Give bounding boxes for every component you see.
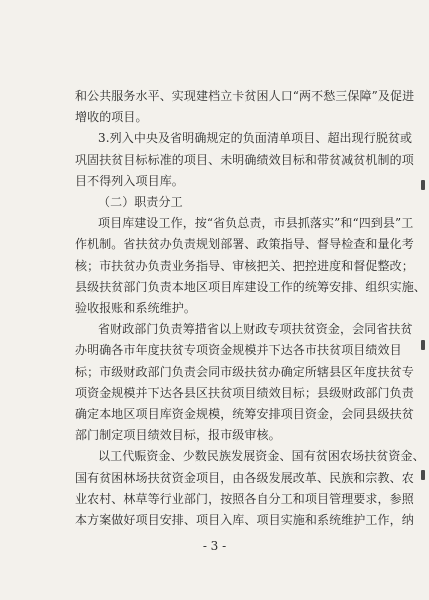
- body-text-line: 业农村、林草等行业部门，按照各自分工和项目管理要求，参照: [75, 492, 414, 506]
- body-text-line: 确定本地区项目库资金规模，统筹安排项目资金，会同县级扶贫: [75, 407, 414, 421]
- binding-hole-mark: [421, 470, 425, 480]
- binding-hole-mark: [421, 340, 425, 350]
- body-text-line: 目不得列入项目库。: [75, 174, 184, 188]
- body-text-line: 核；市扶贫办负责业务指导、审核把关、把控进度和督促整改；: [75, 259, 414, 273]
- body-text-line: 3.列入中央及省明确规定的负面清单项目、超出现行脱贫或: [98, 131, 413, 145]
- body-text-line: 验收报账和系统维护。: [75, 301, 197, 315]
- body-text-line: 部门制定项目绩效目标，报市级审核。: [75, 428, 281, 442]
- body-text-line: 作机制。省扶贫办负责规划部署、政策指导、督导检查和量化考: [75, 237, 414, 251]
- body-text-line: 巩固扶贫目标标准的项目、未明确绩效目标和带贫减贫机制的项: [75, 153, 414, 167]
- body-text-line: 增收的项目。: [75, 110, 148, 124]
- page-number: - 3 -: [202, 539, 227, 553]
- body-text-line: 办明确各市年度扶贫专项资金规模并下达各市扶贫项目绩效目: [75, 343, 402, 357]
- body-text-line: 和公共服务水平、实现建档立卡贫困人口“两不愁三保障”及促进: [75, 89, 415, 103]
- body-text-line: 标；市级财政部门负责会同市级扶贫办确定所辖县区年度扶贫专: [75, 365, 414, 379]
- body-text-line: 项目库建设工作，按“省负总责，市县抓落实”和“四到县”工: [98, 216, 414, 230]
- binding-hole-mark: [421, 180, 425, 190]
- body-text-line: 省财政部门负责筹措省以上财政专项扶贫资金，会同省扶贫: [98, 322, 413, 336]
- section-heading: （二）职责分工: [98, 195, 183, 209]
- body-text-line: 项资金规模并下达各县区扶贫项目绩效目标；县级财政部门负责: [75, 386, 414, 400]
- body-text-line: 以工代赈资金、少数民族发展资金、国有贫困农场扶贫资金、: [98, 449, 425, 463]
- body-text-line: 国有贫困林场扶贫资金项目，由各级发展改革、民族和宗教、农: [75, 471, 414, 485]
- body-text-line: 县级扶贫部门负责本地区项目库建设工作的统筹安排、组织实施、: [75, 280, 426, 294]
- body-text-line: 本方案做好项目安排、项目入库、项目实施和系统维护工作，纳: [75, 513, 414, 527]
